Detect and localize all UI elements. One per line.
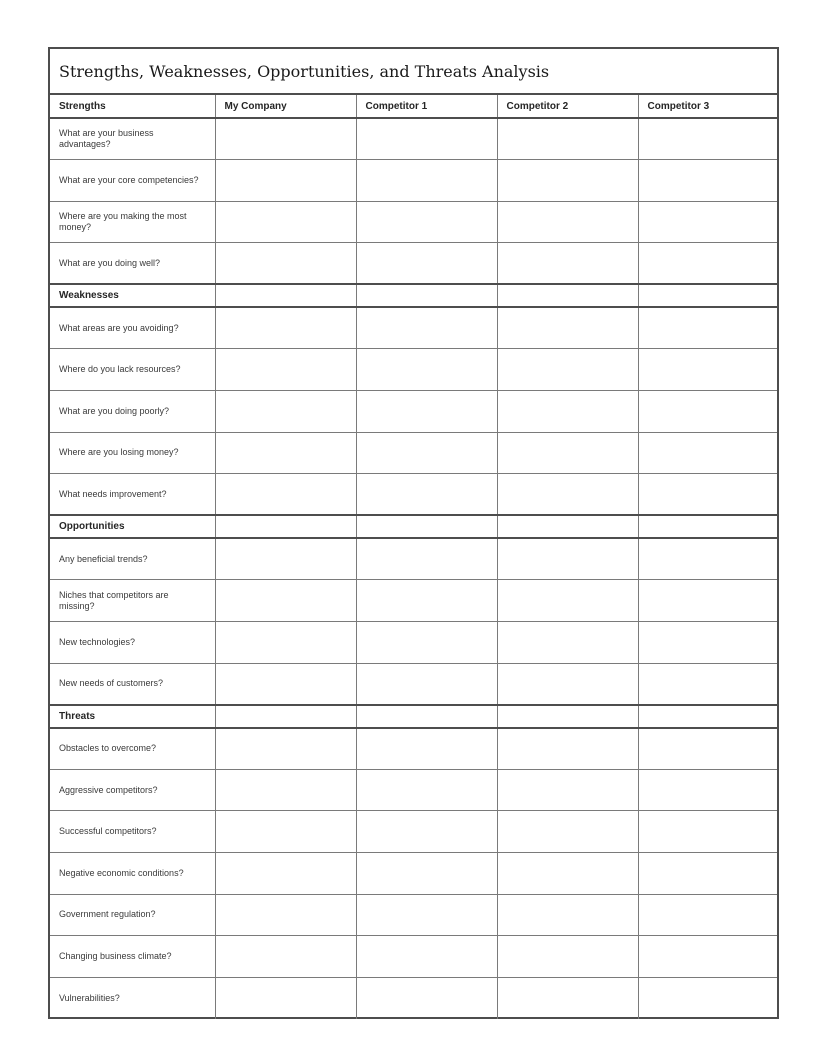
answer-cell-competitor-3[interactable] <box>638 728 777 770</box>
title-bar <box>50 49 777 95</box>
section-cell-competitor-2[interactable] <box>497 284 638 307</box>
answer-cell-competitor-2[interactable] <box>497 853 638 895</box>
question-label: What are your business advantages? <box>50 118 215 160</box>
answer-cell-competitor-2[interactable] <box>497 307 638 349</box>
answer-cell-my-company[interactable] <box>215 977 356 1019</box>
answer-cell-competitor-3[interactable] <box>638 622 777 664</box>
question-label: What are you doing well? <box>50 243 215 285</box>
swot-table <box>50 95 777 1019</box>
answer-cell-my-company[interactable] <box>215 307 356 349</box>
header-row <box>50 95 777 118</box>
answer-cell-my-company[interactable] <box>215 538 356 580</box>
answer-cell-competitor-3[interactable] <box>638 432 777 474</box>
answer-cell-competitor-2[interactable] <box>497 538 638 580</box>
answer-cell-competitor-2[interactable] <box>497 349 638 391</box>
answer-cell-competitor-1[interactable] <box>356 391 497 433</box>
answer-cell-my-company[interactable] <box>215 580 356 622</box>
answer-cell-competitor-2[interactable] <box>497 936 638 978</box>
question-row <box>50 663 777 705</box>
answer-cell-competitor-1[interactable] <box>356 894 497 936</box>
answer-cell-competitor-2[interactable] <box>497 769 638 811</box>
question-row <box>50 474 777 516</box>
section-cell-my-company[interactable] <box>215 515 356 538</box>
question-row <box>50 307 777 349</box>
answer-cell-competitor-1[interactable] <box>356 936 497 978</box>
answer-cell-my-company[interactable] <box>215 728 356 770</box>
answer-cell-competitor-3[interactable] <box>638 894 777 936</box>
answer-cell-competitor-2[interactable] <box>497 243 638 285</box>
section-cell-competitor-2[interactable] <box>497 705 638 728</box>
question-label: New technologies? <box>50 622 215 664</box>
column-header-competitor-3: Competitor 3 <box>638 95 777 118</box>
question-label: Where do you lack resources? <box>50 349 215 391</box>
answer-cell-competitor-3[interactable] <box>638 853 777 895</box>
answer-cell-competitor-1[interactable] <box>356 201 497 243</box>
answer-cell-competitor-3[interactable] <box>638 663 777 705</box>
section-row-weaknesses <box>50 284 777 307</box>
answer-cell-my-company[interactable] <box>215 622 356 664</box>
answer-cell-my-company[interactable] <box>215 663 356 705</box>
answer-cell-competitor-1[interactable] <box>356 580 497 622</box>
answer-cell-competitor-1[interactable] <box>356 977 497 1019</box>
answer-cell-my-company[interactable] <box>215 243 356 285</box>
answer-cell-competitor-3[interactable] <box>638 349 777 391</box>
answer-cell-competitor-3[interactable] <box>638 474 777 516</box>
answer-cell-competitor-2[interactable] <box>497 391 638 433</box>
question-row <box>50 538 777 580</box>
answer-cell-competitor-3[interactable] <box>638 307 777 349</box>
answer-cell-competitor-2[interactable] <box>497 728 638 770</box>
answer-cell-competitor-3[interactable] <box>638 811 777 853</box>
question-label: Negative economic conditions? <box>50 853 215 895</box>
question-row <box>50 118 777 160</box>
answer-cell-competitor-2[interactable] <box>497 894 638 936</box>
answer-cell-competitor-1[interactable] <box>356 728 497 770</box>
answer-cell-competitor-3[interactable] <box>638 936 777 978</box>
section-label: Threats <box>50 705 215 728</box>
answer-cell-competitor-2[interactable] <box>497 118 638 160</box>
answer-cell-competitor-2[interactable] <box>497 811 638 853</box>
answer-cell-competitor-2[interactable] <box>497 977 638 1019</box>
answer-cell-competitor-1[interactable] <box>356 118 497 160</box>
question-row <box>50 243 777 285</box>
swot-worksheet <box>48 47 779 1019</box>
page-title: Strengths, Weaknesses, Opportunities, and Threats Analysis <box>59 61 550 81</box>
question-label: Where are you losing money? <box>50 432 215 474</box>
answer-cell-competitor-2[interactable] <box>497 663 638 705</box>
answer-cell-competitor-3[interactable] <box>638 118 777 160</box>
answer-cell-my-company[interactable] <box>215 769 356 811</box>
question-label: Aggressive competitors? <box>50 769 215 811</box>
section-label: Weaknesses <box>50 284 215 307</box>
answer-cell-competitor-1[interactable] <box>356 160 497 202</box>
answer-cell-my-company[interactable] <box>215 201 356 243</box>
question-label: New needs of customers? <box>50 663 215 705</box>
question-label: Obstacles to overcome? <box>50 728 215 770</box>
answer-cell-my-company[interactable] <box>215 118 356 160</box>
answer-cell-my-company[interactable] <box>215 936 356 978</box>
answer-cell-my-company[interactable] <box>215 349 356 391</box>
column-header-my-company: My Company <box>215 95 356 118</box>
answer-cell-competitor-3[interactable] <box>638 580 777 622</box>
answer-cell-competitor-3[interactable] <box>638 977 777 1019</box>
answer-cell-competitor-1[interactable] <box>356 769 497 811</box>
question-row <box>50 728 777 770</box>
section-cell-competitor-3[interactable] <box>638 705 777 728</box>
answer-cell-competitor-1[interactable] <box>356 474 497 516</box>
question-label: Niches that competitors are missing? <box>50 580 215 622</box>
question-row <box>50 853 777 895</box>
question-row <box>50 201 777 243</box>
section-cell-competitor-3[interactable] <box>638 515 777 538</box>
answer-cell-competitor-2[interactable] <box>497 474 638 516</box>
section-cell-competitor-2[interactable] <box>497 515 638 538</box>
answer-cell-my-company[interactable] <box>215 160 356 202</box>
question-row <box>50 936 777 978</box>
answer-cell-my-company[interactable] <box>215 391 356 433</box>
question-label: Successful competitors? <box>50 811 215 853</box>
question-row <box>50 769 777 811</box>
answer-cell-competitor-3[interactable] <box>638 769 777 811</box>
answer-cell-competitor-2[interactable] <box>497 580 638 622</box>
answer-cell-competitor-1[interactable] <box>356 307 497 349</box>
question-label: What areas are you avoiding? <box>50 307 215 349</box>
section-row-threats <box>50 705 777 728</box>
answer-cell-competitor-1[interactable] <box>356 853 497 895</box>
answer-cell-competitor-2[interactable] <box>497 201 638 243</box>
section-row-opportunities <box>50 515 777 538</box>
answer-cell-competitor-3[interactable] <box>638 538 777 580</box>
question-row <box>50 432 777 474</box>
question-label: What are you doing poorly? <box>50 391 215 433</box>
answer-cell-my-company[interactable] <box>215 474 356 516</box>
column-header-competitor-1: Competitor 1 <box>356 95 497 118</box>
swot-table-body <box>50 95 777 1019</box>
question-label: What needs improvement? <box>50 474 215 516</box>
answer-cell-my-company[interactable] <box>215 432 356 474</box>
answer-cell-competitor-3[interactable] <box>638 201 777 243</box>
answer-cell-competitor-2[interactable] <box>497 160 638 202</box>
section-cell-competitor-3[interactable] <box>638 284 777 307</box>
question-row <box>50 580 777 622</box>
section-cell-competitor-1[interactable] <box>356 705 497 728</box>
answer-cell-competitor-3[interactable] <box>638 243 777 285</box>
column-header-strengths: Strengths <box>50 95 215 118</box>
section-cell-my-company[interactable] <box>215 705 356 728</box>
answer-cell-competitor-1[interactable] <box>356 243 497 285</box>
answer-cell-competitor-1[interactable] <box>356 432 497 474</box>
question-row <box>50 977 777 1019</box>
question-row <box>50 391 777 433</box>
answer-cell-competitor-1[interactable] <box>356 622 497 664</box>
section-cell-competitor-1[interactable] <box>356 284 497 307</box>
answer-cell-my-company[interactable] <box>215 894 356 936</box>
answer-cell-competitor-1[interactable] <box>356 349 497 391</box>
answer-cell-my-company[interactable] <box>215 853 356 895</box>
question-row <box>50 894 777 936</box>
question-label: Government regulation? <box>50 894 215 936</box>
answer-cell-my-company[interactable] <box>215 811 356 853</box>
section-label: Opportunities <box>50 515 215 538</box>
section-cell-competitor-1[interactable] <box>356 515 497 538</box>
question-label: Vulnerabilities? <box>50 977 215 1019</box>
question-label: Where are you making the most money? <box>50 201 215 243</box>
question-label: What are your core competencies? <box>50 160 215 202</box>
question-label: Any beneficial trends? <box>50 538 215 580</box>
question-row <box>50 622 777 664</box>
answer-cell-competitor-1[interactable] <box>356 538 497 580</box>
answer-cell-competitor-2[interactable] <box>497 622 638 664</box>
answer-cell-competitor-1[interactable] <box>356 811 497 853</box>
answer-cell-competitor-2[interactable] <box>497 432 638 474</box>
question-row <box>50 160 777 202</box>
question-row <box>50 349 777 391</box>
answer-cell-competitor-1[interactable] <box>356 663 497 705</box>
question-row <box>50 811 777 853</box>
column-header-competitor-2: Competitor 2 <box>497 95 638 118</box>
answer-cell-competitor-3[interactable] <box>638 391 777 433</box>
section-cell-my-company[interactable] <box>215 284 356 307</box>
question-label: Changing business climate? <box>50 936 215 978</box>
answer-cell-competitor-3[interactable] <box>638 160 777 202</box>
